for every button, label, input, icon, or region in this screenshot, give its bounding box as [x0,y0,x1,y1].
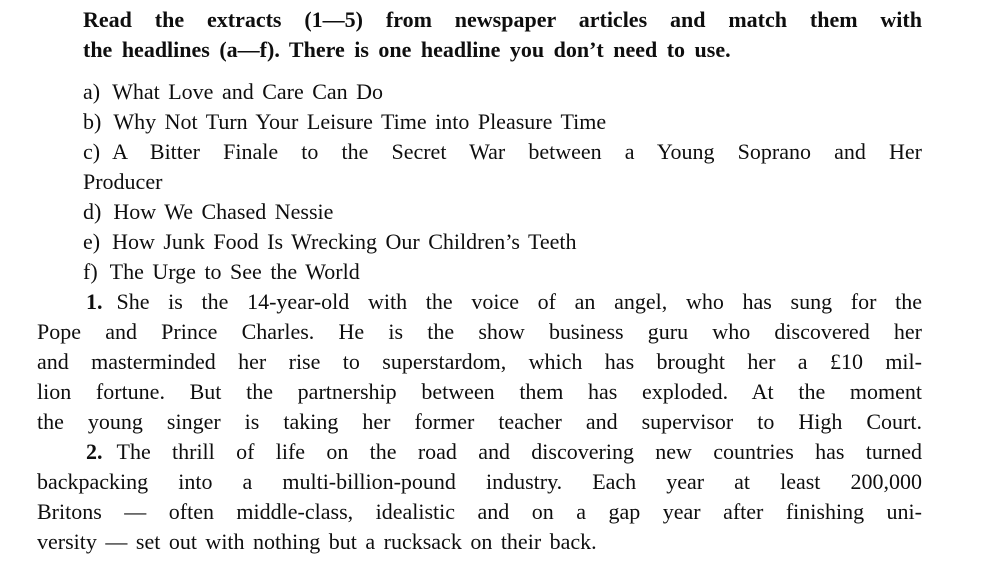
headline-label-c: c) [83,139,101,164]
instruction-line-2: the headlines (a—f). There is one headline you don’t need to use. [83,37,731,62]
headline-item-c [83,137,922,167]
extract-1-line: and masterminded her rise to superstardom, which has brought her a £10 mil- [37,349,922,374]
headline-item-b [83,107,922,137]
headline-label-b: b) [83,109,102,134]
extract-1 [37,287,922,437]
extract-1-line: the young singer is taking her former teacher and supervisor to High Court. [37,409,922,434]
headline-text-f: The Urge to See the World [109,259,360,284]
exercise-instruction [83,5,922,65]
headline-text-b: Why Not Turn Your Leisure Time into Pleasure Time [113,109,607,134]
extract-2-line: backpacking into a multi-billion-pound industry. Each year at least 200,000 [37,469,922,494]
extract-2-line [37,437,922,467]
extract-2-line: versity — set out with nothing but a rucksack on their back. [37,529,597,554]
headline-text-a: What Love and Care Can Do [112,79,384,104]
extract-2 [37,437,922,557]
extract-1-number: 1. [86,289,103,314]
instruction-line-1: Read the extracts (1—5) from newspaper articles and match them with [83,7,922,32]
headline-label-e: e) [83,229,101,254]
headline-list [83,77,922,287]
headline-item-a [83,77,922,107]
headline-text-d: How We Chased Nessie [113,199,334,224]
headline-text-c: A Bitter Finale to the Secret War between a Young Soprano and Her [112,139,922,164]
headline-label-a: a) [83,79,101,104]
headline-item-f [83,257,922,287]
extract-2-text: The thrill of life on the road and discovering new countries has turned [116,439,922,464]
extract-1-line: lion fortune. But the partnership between them has exploded. At the moment [37,379,922,404]
extract-2-number: 2. [86,439,103,464]
headline-item-d [83,197,922,227]
extract-1-line: Pope and Prince Charles. He is the show business guru who discovered her [37,319,922,344]
headline-text-e: How Junk Food Is Wrecking Our Children’s Teeth [112,229,577,254]
extract-1-text: She is the 14-year-old with the voice of an angel, who has sung for the [116,289,922,314]
extract-2-line: Britons — often middle-class, idealistic and on a gap year after finishing uni- [37,499,922,524]
headline-item-c-continuation: Producer [83,169,163,194]
headline-item-e [83,227,922,257]
extract-1-line [37,287,922,317]
headline-label-d: d) [83,199,102,224]
headline-label-f: f) [83,259,98,284]
